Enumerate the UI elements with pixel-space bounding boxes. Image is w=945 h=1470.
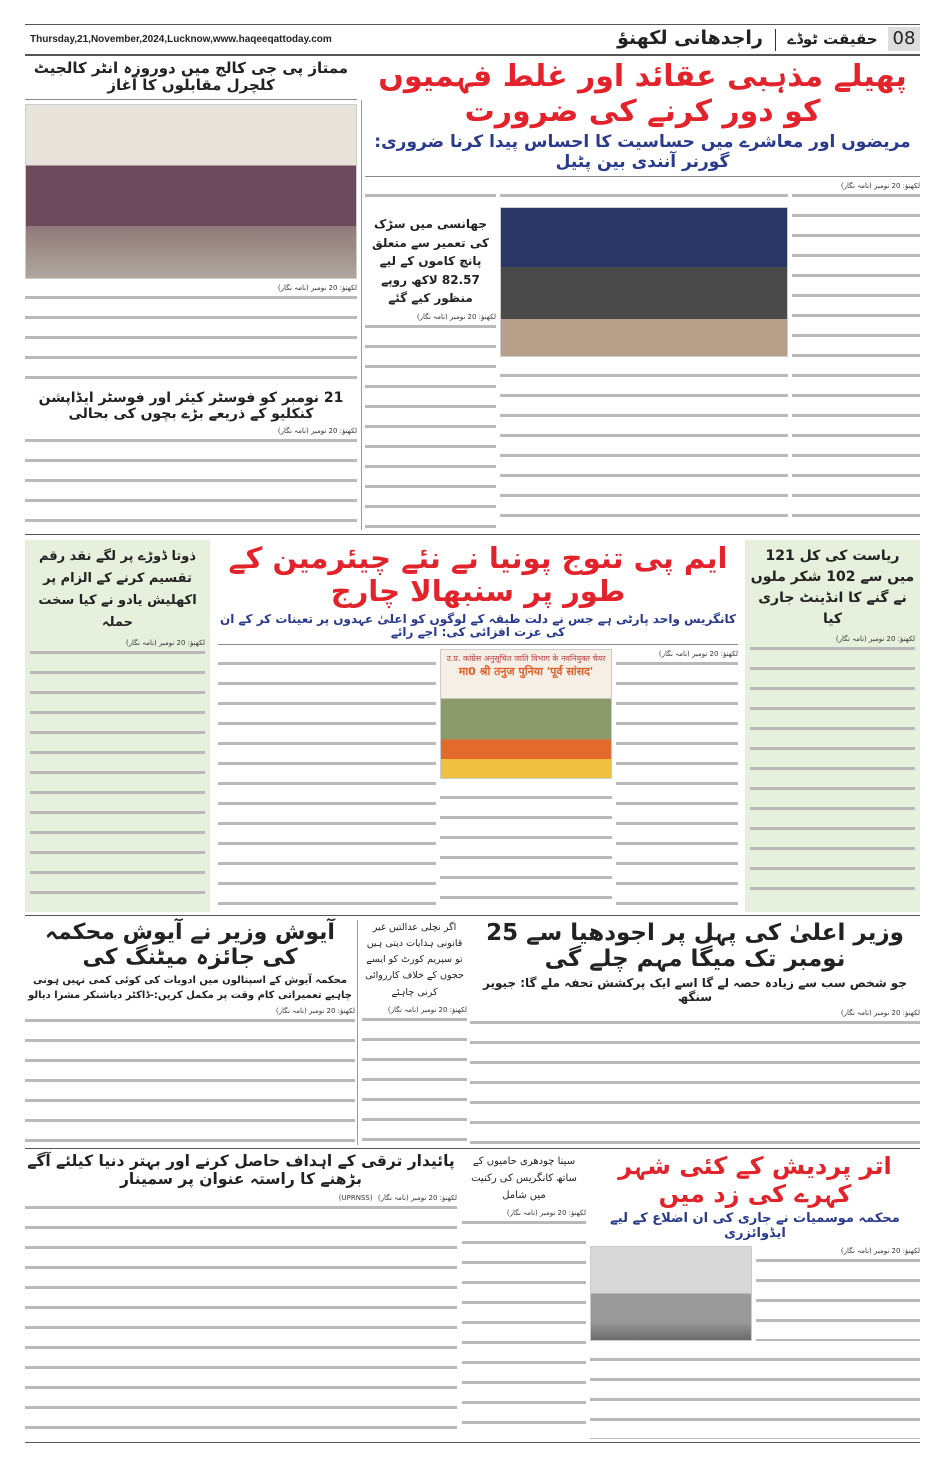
column-rule	[357, 920, 358, 1145]
akhilesh-article-text: لکھنؤ: 20 نومبر (نامہ نگار)	[30, 638, 205, 907]
governor-article-text	[500, 361, 788, 530]
governor-photo-column	[500, 181, 788, 530]
punia-story	[218, 542, 738, 912]
mega-campaign-story	[470, 920, 920, 1145]
punia-article-col1: لکھنؤ: 20 نومبر (نامہ نگار)	[616, 649, 738, 912]
punia-subheadline: کانگریس واحد پارٹی ہے جس نے دلت طبقہ کے لوگوں کو اعلیٰ عہدوں پر تعینات کر کے ان کی عزت افزائی کی: اجے رائے	[219, 611, 736, 640]
fog-subheadline: محکمہ موسمیات نے جاری کی ان اضلاع کے لیے ایڈوائزری	[610, 1211, 900, 1242]
fog-cyclists-photo	[590, 1246, 752, 1341]
governor-headline: پھیلے مذہبی عقائد اور غلط فہمیوں کو دور کرنے کی ضرورت	[378, 59, 907, 129]
fog-photo-row	[590, 1246, 920, 1341]
governor-article-lead: لکھنؤ: 20 نومبر (نامہ نگار)	[792, 181, 920, 530]
seminar-headline: پائیدار ترقی کے اہداف حاصل کرنے اور بہتر دنیا کیلئے آگے بڑھنے کا راستہ عنوان پر سمینار	[27, 1152, 455, 1188]
ayush-story	[25, 920, 355, 1145]
governor-article-top	[500, 181, 788, 203]
punia-article-col3	[218, 649, 436, 912]
sugar-mills-article-text: لکھنؤ: 20 نومبر (نامہ نگار)	[750, 634, 915, 907]
punia-event-photo	[440, 649, 612, 779]
column-rule	[361, 100, 362, 530]
header-dateline: Thursday,21,November,2024,Lucknow,www.haqeeqattoday.com	[30, 34, 332, 45]
bottom-rule	[25, 1442, 920, 1443]
punia-article-col2	[440, 783, 612, 912]
foster-headline: 21 نومبر کو فوسٹر کیئر اور فوسٹر ایڈاپشن کنکلیو کے ذریعے بڑے بچوں کی بحالی	[38, 390, 344, 423]
foster-article-text: لکھنؤ: 20 نومبر (نامہ نگار)	[25, 426, 357, 530]
akhilesh-box	[25, 540, 210, 912]
rule	[365, 176, 920, 177]
sugar-mills-headline: ریاست کی کل 121 میں سے 102 شکر ملوں نے گنے کا انڈینٹ جاری کیا	[750, 548, 915, 627]
college-event-photo	[25, 104, 357, 279]
section-rule	[25, 1148, 920, 1149]
congress-joining-headline: سینا چودھری حامیوں کے ساتھ کانگریس کی رکنیت میں شامل	[471, 1156, 577, 1201]
punia-headline: ایم پی تنوج پونیا نے نئے چیئرمین کے طور پر سنبھالا چارج	[228, 541, 728, 609]
newspaper-logo: حقیقت ٹوڈے	[787, 30, 878, 48]
road-article-intro	[365, 181, 496, 211]
judges-article-text: لکھنؤ: 20 نومبر (نامہ نگار)	[362, 1005, 467, 1145]
sugar-mills-box	[745, 540, 920, 912]
ayush-headline: آیوش وزیر نے آیوش محکمہ کی جائزہ میٹنگ کی	[45, 920, 335, 971]
top-rule	[25, 24, 920, 25]
ayush-subheadline-2: چاہیے تعمیراتی کام وقت پر مکمل کریں:-ڈاکٹر دیاشنکر مشرا دیالو	[28, 990, 352, 1002]
road-column	[365, 181, 496, 530]
congress-joining-story	[462, 1153, 586, 1439]
fog-article-text	[590, 1345, 920, 1439]
seminar-story	[25, 1153, 457, 1439]
governor-meeting-photo	[500, 207, 788, 357]
governor-story	[365, 60, 920, 530]
mega-campaign-subheadline: جو شخص سب سے زیادہ حصہ لے گا اسے ایک پرکشش تحفہ ملے گا: جیویر سنگھ	[483, 975, 907, 1004]
mega-campaign-article-text: لکھنؤ: 20 نومبر (نامہ نگار)	[470, 1008, 920, 1145]
congress-joining-article-text: لکھنؤ: 20 نومبر (نامہ نگار)	[462, 1208, 586, 1439]
section-title: راجدھانی لکھنؤ	[617, 27, 763, 49]
header-divider	[775, 29, 776, 51]
page-number: 08	[888, 27, 920, 51]
section-rule	[25, 534, 920, 535]
governor-columns	[365, 181, 920, 530]
punia-col3	[218, 649, 436, 912]
banner-text-line1: उ.प्र. कांग्रेस अनुसूचित जाति विभाग के नवनियुक्त चेयर	[446, 654, 606, 664]
ayush-article-text: لکھنؤ: 20 نومبر (نامہ نگار)	[25, 1006, 355, 1145]
rule	[218, 644, 738, 645]
fog-headline: اتر پردیش کے کئی شہر کہرے کی زد میں	[618, 1152, 892, 1208]
header-rule	[25, 54, 920, 56]
governor-subheadline: مریضوں اور معاشرے میں حساسیت کا احساس پیدا کرنا ضروری: گورنر آنندی بین پٹیل	[374, 132, 911, 172]
ayush-subheadline-1: محکمہ آیوش کے اسپتالوں میں ادویات کی کوئی کمی نہیں ہونی	[32, 974, 348, 986]
road-article-text: لکھنؤ: 20 نومبر (نامہ نگار)	[365, 312, 496, 530]
judges-headline: اگر نچلی عدالتیں غیر قانونی ہدایات دیتی ہیں تو سپریم کورٹ کو ایسے ججوں کے خلاف کارروائی کرنی چاہئے	[365, 922, 464, 998]
college-column	[25, 60, 357, 530]
road-headline: جھانسی میں سڑک کی تعمیر سے متعلق پانچ کاموں کے لیے 82.57 لاکھ روپے منظور کیے گئے	[372, 217, 489, 306]
college-article-text: لکھنؤ: 20 نومبر (نامہ نگار)	[25, 283, 357, 387]
seminar-article-text: لکھنؤ: 20 نومبر (نامہ نگار) (UPRNSS)	[25, 1193, 457, 1439]
section-rule	[25, 915, 920, 916]
rule	[25, 99, 357, 100]
governor-lead-column	[792, 181, 920, 530]
college-headline: ممتاز پی جی کالج میں دوروزہ انٹر کالجیٹ کلچرل مقابلوں کا آغاز	[33, 59, 349, 95]
punia-col1	[616, 649, 738, 912]
mega-campaign-headline: وزیر اعلیٰ کی پہل پر اجودھیا سے 25 نومبر تک میگا مہم چلے گی	[486, 920, 904, 973]
banner-text-line2: मा0 श्री तनुज पुनिया 'पूर्व सांसद'	[458, 665, 594, 679]
fog-article-lead: لکھنؤ: 20 نومبر (نامہ نگار)	[756, 1246, 920, 1341]
fog-story	[590, 1153, 920, 1439]
judges-story	[362, 920, 467, 1145]
akhilesh-headline: ذوتا ڈوڑے پر لگے نقد رقم تقسیم کرنے کے الزام پر اکھلیش یادو نے کیا سخت حملہ	[38, 549, 197, 631]
punia-col2	[440, 649, 612, 912]
punia-columns	[218, 649, 738, 912]
